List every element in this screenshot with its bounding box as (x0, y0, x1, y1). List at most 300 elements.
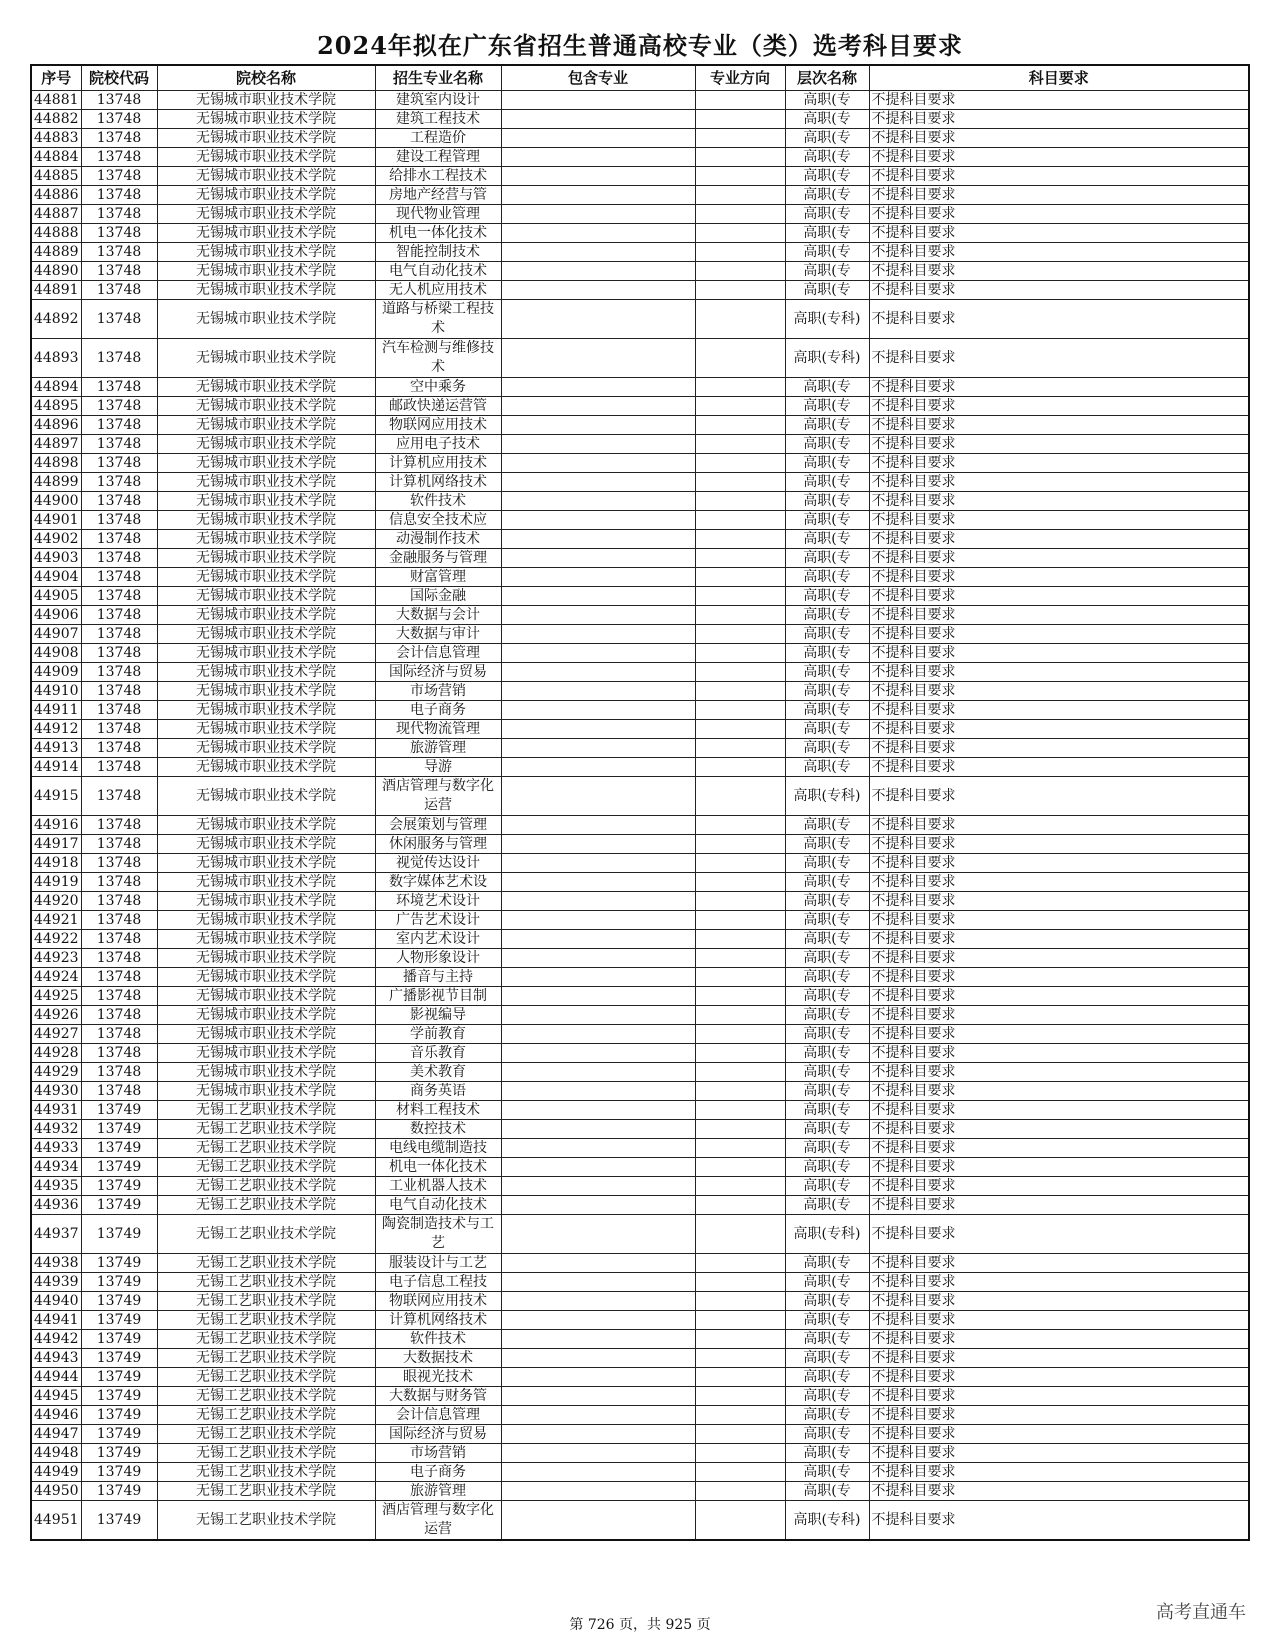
cell-requirement: 不提科目要求 (869, 739, 1249, 758)
cell-included (501, 1177, 695, 1196)
cell-code: 13748 (81, 682, 157, 701)
cell-major: 国际金融 (375, 587, 501, 606)
cell-level: 高职(专 (785, 873, 869, 892)
cell-included (501, 682, 695, 701)
table-row (31, 129, 1249, 148)
cell-requirement: 不提科目要求 (869, 930, 1249, 949)
cell-school: 无锡城市职业技术学院 (157, 911, 375, 930)
cell-level: 高职(专 (785, 1444, 869, 1463)
cell-requirement: 不提科目要求 (869, 606, 1249, 625)
cell-major: 服装设计与工艺 (375, 1254, 501, 1273)
cell-code: 13748 (81, 758, 157, 777)
cell-level: 高职(专 (785, 949, 869, 968)
cell-level: 高职(专 (785, 1254, 869, 1273)
cell-school: 无锡城市职业技术学院 (157, 473, 375, 492)
cell-code: 13748 (81, 435, 157, 454)
cell-direction (695, 1406, 785, 1425)
cell-direction (695, 1158, 785, 1177)
cell-school: 无锡城市职业技术学院 (157, 435, 375, 454)
cell-major: 计算机应用技术 (375, 454, 501, 473)
cell-requirement: 不提科目要求 (869, 587, 1249, 606)
cell-direction (695, 1006, 785, 1025)
cell-no: 44889 (31, 243, 81, 262)
page-title: 2024年拟在广东省招生普通高校专业（类）选考科目要求 (317, 31, 963, 60)
table-row (31, 378, 1249, 397)
cell-included (501, 1215, 695, 1254)
table-row (31, 1215, 1249, 1254)
cell-school: 无锡城市职业技术学院 (157, 568, 375, 587)
table-row (31, 1425, 1249, 1444)
cell-no: 44931 (31, 1101, 81, 1120)
table-row (31, 968, 1249, 987)
cell-level: 高职(专 (785, 530, 869, 549)
cell-level: 高职(专 (785, 1406, 869, 1425)
cell-code: 13748 (81, 930, 157, 949)
table-row (31, 262, 1249, 281)
cell-direction (695, 1082, 785, 1101)
table-row (31, 110, 1249, 129)
cell-included (501, 701, 695, 720)
table-row (31, 1311, 1249, 1330)
cell-direction (695, 892, 785, 911)
cell-code: 13748 (81, 281, 157, 300)
cell-no: 44888 (31, 224, 81, 243)
cell-code: 13748 (81, 701, 157, 720)
cell-level: 高职(专 (785, 129, 869, 148)
cell-requirement: 不提科目要求 (869, 262, 1249, 281)
cell-school: 无锡城市职业技术学院 (157, 720, 375, 739)
cell-code: 13748 (81, 1082, 157, 1101)
cell-school: 无锡工艺职业技术学院 (157, 1120, 375, 1139)
cell-school: 无锡城市职业技术学院 (157, 110, 375, 129)
cell-included (501, 454, 695, 473)
cell-level: 高职(专 (785, 511, 869, 530)
cell-major: 陶瓷制造技术与工艺 (375, 1215, 501, 1254)
cell-major: 材料工程技术 (375, 1101, 501, 1120)
table-row (31, 416, 1249, 435)
cell-no: 44914 (31, 758, 81, 777)
cell-level: 高职(专 (785, 682, 869, 701)
cell-no: 44901 (31, 511, 81, 530)
cell-school: 无锡工艺职业技术学院 (157, 1196, 375, 1215)
table-row (31, 568, 1249, 587)
cell-no: 44949 (31, 1463, 81, 1482)
cell-included (501, 854, 695, 873)
cell-requirement: 不提科目要求 (869, 1063, 1249, 1082)
table-row (31, 1368, 1249, 1387)
table-row (31, 1006, 1249, 1025)
cell-direction (695, 1101, 785, 1120)
cell-requirement: 不提科目要求 (869, 1425, 1249, 1444)
table-row (31, 1254, 1249, 1273)
cell-no: 44938 (31, 1254, 81, 1273)
cell-school: 无锡城市职业技术学院 (157, 378, 375, 397)
cell-direction (695, 530, 785, 549)
cell-no: 44937 (31, 1215, 81, 1254)
cell-no: 44909 (31, 663, 81, 682)
cell-direction (695, 625, 785, 644)
cell-direction (695, 91, 785, 110)
cell-school: 无锡城市职业技术学院 (157, 129, 375, 148)
cell-major: 汽车检测与维修技术 (375, 339, 501, 378)
cell-level: 高职(专科) (785, 339, 869, 378)
cell-included (501, 968, 695, 987)
cell-major: 大数据与会计 (375, 606, 501, 625)
cell-no: 44919 (31, 873, 81, 892)
cell-direction (695, 1444, 785, 1463)
cell-direction (695, 1063, 785, 1082)
cell-major: 国际经济与贸易 (375, 1425, 501, 1444)
cell-requirement: 不提科目要求 (869, 1101, 1249, 1120)
cell-included (501, 416, 695, 435)
cell-code: 13748 (81, 530, 157, 549)
cell-requirement: 不提科目要求 (869, 167, 1249, 186)
cell-no: 44911 (31, 701, 81, 720)
table-row (31, 682, 1249, 701)
cell-included (501, 91, 695, 110)
cell-requirement: 不提科目要求 (869, 1292, 1249, 1311)
table-row (31, 1177, 1249, 1196)
table-row (31, 1044, 1249, 1063)
cell-requirement: 不提科目要求 (869, 110, 1249, 129)
cell-level: 高职(专 (785, 1006, 869, 1025)
cell-level: 高职(专 (785, 1330, 869, 1349)
cell-included (501, 473, 695, 492)
cell-level: 高职(专 (785, 663, 869, 682)
table-row (31, 511, 1249, 530)
cell-requirement: 不提科目要求 (869, 148, 1249, 167)
cell-code: 13749 (81, 1387, 157, 1406)
cell-direction (695, 1368, 785, 1387)
cell-no: 44927 (31, 1025, 81, 1044)
cell-major: 音乐教育 (375, 1044, 501, 1063)
cell-school: 无锡工艺职业技术学院 (157, 1406, 375, 1425)
cell-direction (695, 300, 785, 339)
cell-no: 44943 (31, 1349, 81, 1368)
table-row (31, 205, 1249, 224)
cell-school: 无锡城市职业技术学院 (157, 530, 375, 549)
cell-requirement: 不提科目要求 (869, 1215, 1249, 1254)
cell-major: 信息安全技术应 (375, 511, 501, 530)
cell-direction (695, 1311, 785, 1330)
cell-major: 大数据与财务管 (375, 1387, 501, 1406)
cell-level: 高职(专 (785, 739, 869, 758)
cell-direction (695, 1349, 785, 1368)
header-direction: 专业方向 (695, 65, 785, 91)
cell-included (501, 435, 695, 454)
cell-school: 无锡城市职业技术学院 (157, 91, 375, 110)
cell-major: 美术教育 (375, 1063, 501, 1082)
table-row (31, 930, 1249, 949)
cell-major: 金融服务与管理 (375, 549, 501, 568)
cell-direction (695, 262, 785, 281)
cell-school: 无锡城市职业技术学院 (157, 701, 375, 720)
table-row (31, 492, 1249, 511)
cell-no: 44907 (31, 625, 81, 644)
cell-code: 13748 (81, 224, 157, 243)
cell-major: 大数据与审计 (375, 625, 501, 644)
cell-direction (695, 1273, 785, 1292)
table-row (31, 606, 1249, 625)
cell-included (501, 549, 695, 568)
cell-requirement: 不提科目要求 (869, 378, 1249, 397)
cell-no: 44902 (31, 530, 81, 549)
cell-major: 建筑室内设计 (375, 91, 501, 110)
cell-school: 无锡城市职业技术学院 (157, 777, 375, 816)
cell-major: 软件技术 (375, 492, 501, 511)
cell-no: 44906 (31, 606, 81, 625)
cell-code: 13748 (81, 378, 157, 397)
cell-requirement: 不提科目要求 (869, 1482, 1249, 1501)
cell-major: 物联网应用技术 (375, 416, 501, 435)
table-row (31, 397, 1249, 416)
table-row (31, 949, 1249, 968)
header-no: 序号 (31, 65, 81, 91)
cell-included (501, 1482, 695, 1501)
cell-school: 无锡城市职业技术学院 (157, 397, 375, 416)
cell-school: 无锡工艺职业技术学院 (157, 1101, 375, 1120)
cell-major: 市场营销 (375, 1444, 501, 1463)
cell-major: 会展策划与管理 (375, 816, 501, 835)
cell-included (501, 1501, 695, 1541)
cell-code: 13748 (81, 1063, 157, 1082)
cell-no: 44896 (31, 416, 81, 435)
cell-school: 无锡城市职业技术学院 (157, 873, 375, 892)
table-row (31, 625, 1249, 644)
cell-level: 高职(专 (785, 205, 869, 224)
cell-direction (695, 110, 785, 129)
cell-direction (695, 1120, 785, 1139)
cell-requirement: 不提科目要求 (869, 625, 1249, 644)
cell-requirement: 不提科目要求 (869, 1501, 1249, 1541)
cell-direction (695, 129, 785, 148)
cell-direction (695, 930, 785, 949)
cell-direction (695, 454, 785, 473)
cell-included (501, 1063, 695, 1082)
cell-school: 无锡城市职业技术学院 (157, 587, 375, 606)
cell-requirement: 不提科目要求 (869, 1406, 1249, 1425)
cell-school: 无锡城市职业技术学院 (157, 148, 375, 167)
cell-requirement: 不提科目要求 (869, 397, 1249, 416)
cell-included (501, 758, 695, 777)
cell-included (501, 568, 695, 587)
cell-included (501, 720, 695, 739)
cell-school: 无锡城市职业技术学院 (157, 1082, 375, 1101)
cell-included (501, 243, 695, 262)
cell-included (501, 625, 695, 644)
cell-included (501, 1139, 695, 1158)
cell-school: 无锡城市职业技术学院 (157, 987, 375, 1006)
cell-code: 13748 (81, 854, 157, 873)
table-row (31, 1139, 1249, 1158)
cell-code: 13748 (81, 205, 157, 224)
cell-direction (695, 911, 785, 930)
cell-included (501, 511, 695, 530)
cell-code: 13749 (81, 1349, 157, 1368)
cell-level: 高职(专 (785, 1292, 869, 1311)
cell-school: 无锡工艺职业技术学院 (157, 1273, 375, 1292)
cell-requirement: 不提科目要求 (869, 968, 1249, 987)
cell-included (501, 1273, 695, 1292)
requirements-table (30, 64, 1250, 1541)
table-row (31, 1349, 1249, 1368)
cell-included (501, 1425, 695, 1444)
table-row (31, 873, 1249, 892)
cell-requirement: 不提科目要求 (869, 1330, 1249, 1349)
cell-major: 国际经济与贸易 (375, 663, 501, 682)
cell-requirement: 不提科目要求 (869, 1349, 1249, 1368)
cell-included (501, 987, 695, 1006)
cell-included (501, 1196, 695, 1215)
table-row (31, 1330, 1249, 1349)
table-row (31, 701, 1249, 720)
table-row (31, 720, 1249, 739)
cell-school: 无锡城市职业技术学院 (157, 892, 375, 911)
cell-no: 44926 (31, 1006, 81, 1025)
cell-school: 无锡城市职业技术学院 (157, 416, 375, 435)
cell-code: 13748 (81, 911, 157, 930)
cell-major: 物联网应用技术 (375, 1292, 501, 1311)
cell-school: 无锡工艺职业技术学院 (157, 1158, 375, 1177)
cell-major: 电子信息工程技 (375, 1273, 501, 1292)
cell-code: 13749 (81, 1444, 157, 1463)
cell-direction (695, 549, 785, 568)
cell-school: 无锡城市职业技术学院 (157, 339, 375, 378)
cell-direction (695, 568, 785, 587)
cell-requirement: 不提科目要求 (869, 454, 1249, 473)
cell-requirement: 不提科目要求 (869, 949, 1249, 968)
cell-requirement: 不提科目要求 (869, 129, 1249, 148)
cell-included (501, 129, 695, 148)
cell-major: 数控技术 (375, 1120, 501, 1139)
cell-level: 高职(专 (785, 720, 869, 739)
cell-requirement: 不提科目要求 (869, 682, 1249, 701)
table-row (31, 1082, 1249, 1101)
cell-level: 高职(专 (785, 281, 869, 300)
cell-no: 44933 (31, 1139, 81, 1158)
table-row (31, 1482, 1249, 1501)
cell-major: 环境艺术设计 (375, 892, 501, 911)
cell-direction (695, 1425, 785, 1444)
cell-school: 无锡城市职业技术学院 (157, 1025, 375, 1044)
cell-school: 无锡工艺职业技术学院 (157, 1215, 375, 1254)
cell-school: 无锡工艺职业技术学院 (157, 1292, 375, 1311)
table-row (31, 91, 1249, 110)
cell-included (501, 1082, 695, 1101)
cell-direction (695, 1463, 785, 1482)
cell-major: 给排水工程技术 (375, 167, 501, 186)
cell-included (501, 205, 695, 224)
cell-no: 44895 (31, 397, 81, 416)
cell-school: 无锡工艺职业技术学院 (157, 1349, 375, 1368)
table-row (31, 1063, 1249, 1082)
table-row (31, 816, 1249, 835)
cell-requirement: 不提科目要求 (869, 281, 1249, 300)
cell-code: 13749 (81, 1425, 157, 1444)
cell-requirement: 不提科目要求 (869, 492, 1249, 511)
cell-code: 13749 (81, 1482, 157, 1501)
cell-requirement: 不提科目要求 (869, 1311, 1249, 1330)
cell-major: 电气自动化技术 (375, 262, 501, 281)
cell-no: 44941 (31, 1311, 81, 1330)
cell-no: 44884 (31, 148, 81, 167)
cell-requirement: 不提科目要求 (869, 205, 1249, 224)
cell-no: 44920 (31, 892, 81, 911)
cell-code: 13748 (81, 644, 157, 663)
cell-requirement: 不提科目要求 (869, 758, 1249, 777)
cell-included (501, 224, 695, 243)
cell-no: 44947 (31, 1425, 81, 1444)
cell-school: 无锡城市职业技术学院 (157, 454, 375, 473)
cell-level: 高职(专 (785, 1387, 869, 1406)
cell-level: 高职(专 (785, 1196, 869, 1215)
cell-major: 广告艺术设计 (375, 911, 501, 930)
cell-code: 13749 (81, 1292, 157, 1311)
cell-code: 13749 (81, 1177, 157, 1196)
cell-included (501, 281, 695, 300)
cell-level: 高职(专 (785, 606, 869, 625)
cell-major: 财富管理 (375, 568, 501, 587)
table-row (31, 758, 1249, 777)
cell-included (501, 1158, 695, 1177)
table-row (31, 987, 1249, 1006)
cell-no: 44910 (31, 682, 81, 701)
cell-no: 44916 (31, 816, 81, 835)
cell-included (501, 530, 695, 549)
cell-requirement: 不提科目要求 (869, 835, 1249, 854)
page-footer: 第 726 页，共 925 页 (569, 1617, 711, 1633)
cell-direction (695, 492, 785, 511)
cell-direction (695, 644, 785, 663)
cell-major: 酒店管理与数字化运营 (375, 1501, 501, 1541)
cell-included (501, 1311, 695, 1330)
table-row (31, 1387, 1249, 1406)
cell-school: 无锡城市职业技术学院 (157, 262, 375, 281)
cell-code: 13749 (81, 1139, 157, 1158)
table-row (31, 835, 1249, 854)
cell-direction (695, 682, 785, 701)
table-row (31, 911, 1249, 930)
brand-watermark: 高考直通车 (1156, 1602, 1246, 1623)
cell-major: 电子商务 (375, 1463, 501, 1482)
cell-included (501, 1101, 695, 1120)
cell-level: 高职(专 (785, 1273, 869, 1292)
cell-code: 13748 (81, 587, 157, 606)
cell-no: 44897 (31, 435, 81, 454)
cell-included (501, 1254, 695, 1273)
cell-major: 市场营销 (375, 682, 501, 701)
cell-direction (695, 511, 785, 530)
cell-code: 13748 (81, 777, 157, 816)
cell-code: 13749 (81, 1120, 157, 1139)
cell-school: 无锡城市职业技术学院 (157, 549, 375, 568)
cell-code: 13748 (81, 148, 157, 167)
cell-code: 13748 (81, 454, 157, 473)
cell-no: 44945 (31, 1387, 81, 1406)
cell-level: 高职(专科) (785, 777, 869, 816)
cell-level: 高职(专 (785, 224, 869, 243)
cell-school: 无锡城市职业技术学院 (157, 1063, 375, 1082)
cell-included (501, 739, 695, 758)
cell-direction (695, 1215, 785, 1254)
table-row (31, 224, 1249, 243)
cell-major: 学前教育 (375, 1025, 501, 1044)
cell-level: 高职(专 (785, 1025, 869, 1044)
cell-school: 无锡工艺职业技术学院 (157, 1311, 375, 1330)
cell-no: 44887 (31, 205, 81, 224)
cell-school: 无锡工艺职业技术学院 (157, 1482, 375, 1501)
cell-level: 高职(专 (785, 492, 869, 511)
